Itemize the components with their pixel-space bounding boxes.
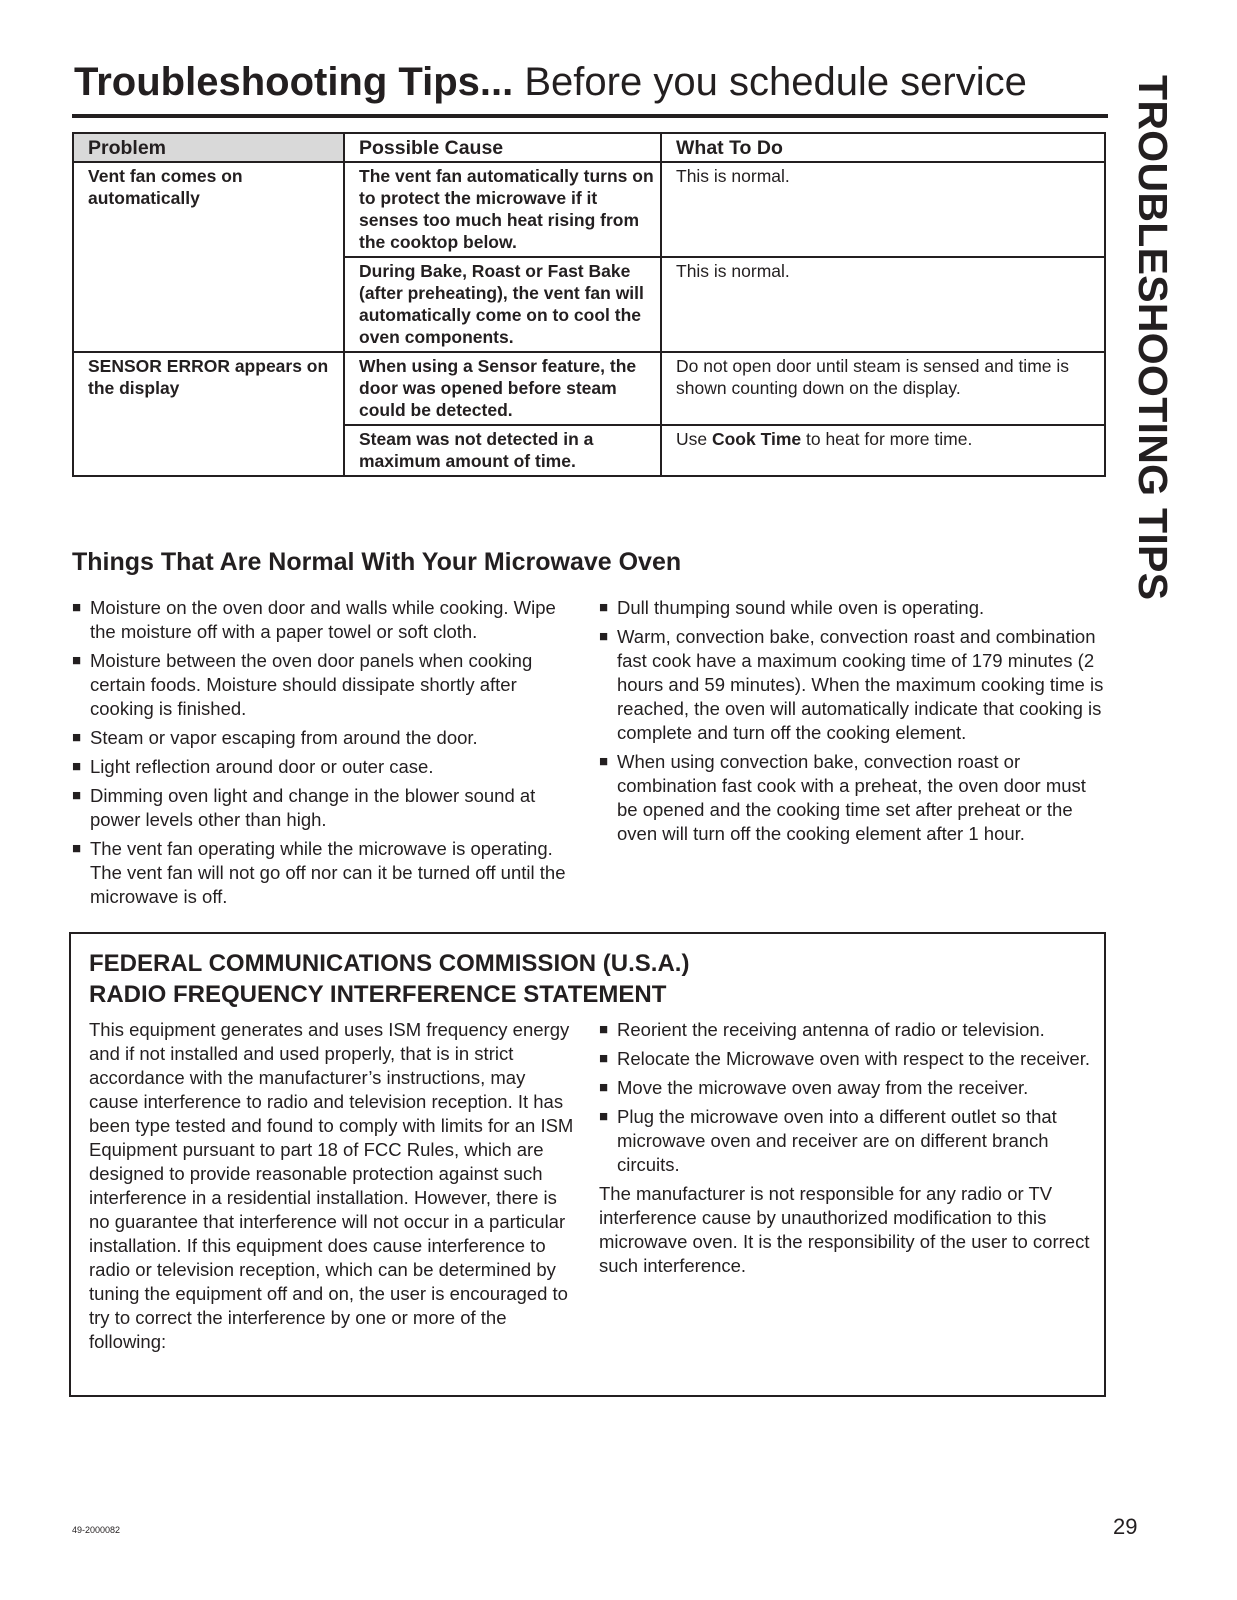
list-item-text: Moisture on the oven door and walls while cooking. Wipe the moisture off with a paper towel or soft cloth. [90,597,556,642]
list-item [599,750,1111,846]
list-item-text: Steam or vapor escaping from around the door. [90,727,478,748]
list-item-text: Dimming oven light and change in the blower sound at power levels other than high. [90,785,536,830]
fcc-remedy-list [599,1018,1094,1177]
list-item [72,837,582,909]
list-item [599,1076,1094,1100]
list-item [599,1105,1094,1177]
header-what-to-do: What To Do [661,133,1105,162]
list-item-text: When using convection bake, convection roast or combination fast cook with a preheat, the oven door must be opened and the cooking time set after preheat or the oven will turn off the cooking element after 1 hour. [617,751,1086,844]
cause-cell: When using a Sensor feature, the door was opened before steam could be detected. [344,352,661,425]
title-rule [72,114,1108,118]
table-header-row [73,133,1105,162]
todo-cell [661,425,1105,476]
square-bullet-icon: ■ [599,1021,609,1038]
todo-cell: This is normal. [661,257,1105,352]
list-item-text: The vent fan operating while the microwave is operating. The vent fan will not go off nor can it be turned off until the microwave is off. [90,838,566,907]
troubleshooting-table [72,132,1106,477]
list-item [72,726,582,750]
normal-list-left [72,596,582,914]
cause-cell: The vent fan automatically turns on to protect the microwave if it senses too much heat rising from the cooktop below. [344,162,661,257]
page-number: 29 [1113,1514,1138,1539]
cook-time-term: Cook Time [711,429,802,449]
fcc-remedies [599,1018,1094,1278]
normal-list-right [599,596,1111,851]
square-bullet-icon: ■ [72,652,82,669]
square-bullet-icon: ■ [599,599,609,616]
list-item [72,649,582,721]
square-bullet-icon: ■ [72,758,82,775]
list-item [599,596,1111,620]
square-bullet-icon: ■ [599,1079,609,1096]
list-item-text: Relocate the Microwave oven with respect to the receiver. [617,1048,1091,1069]
list-item-text: Dull thumping sound while oven is operating. [617,597,985,618]
page-title-bold: Troubleshooting Tips... [74,60,514,104]
list-item [72,596,582,644]
list-item-text: Plug the microwave oven into a different outlet so that microwave oven and receiver are on different branch circuits. [617,1106,1057,1175]
square-bullet-icon: ■ [599,1050,609,1067]
list-item [72,755,582,779]
square-bullet-icon: ■ [599,1108,609,1125]
header-problem: Problem [73,133,344,162]
document-number: 49-2000082 [72,1525,121,1535]
header-possible-cause: Possible Cause [344,133,661,162]
fcc-closing-text: The manufacturer is not responsible for any radio or TV interference cause by unauthorized modification to this microwave oven. It is the responsibility of the user to correct such interference. [599,1183,1090,1276]
todo-text: to heat for more time. [801,429,973,449]
list-item [599,625,1111,745]
list-item [599,1018,1094,1042]
cause-cell: Steam was not detected in a maximum amount of time. [344,425,661,476]
fcc-title [89,948,689,1010]
square-bullet-icon: ■ [599,628,609,645]
list-item-text: Warm, convection bake, convection roast and combination fast cook have a maximum cooking time of 179 minutes (2 hours and 59 minutes). When the maximum cooking time is reached, the oven will automatically indicate that cooking is complete and turn off the cooking element. [617,626,1104,743]
square-bullet-icon: ■ [72,599,82,616]
list-item-text: Light reflection around door or outer case. [90,756,434,777]
square-bullet-icon: ■ [72,729,82,746]
side-section-tab: TROUBLESHOOTING TIPS [1130,75,1176,601]
todo-cell: Do not open door until steam is sensed and time is shown counting down on the display. [661,352,1105,425]
todo-cell: This is normal. [661,162,1105,257]
normal-things-heading: Things That Are Normal With Your Microwave Oven [72,548,682,576]
fcc-body-text: This equipment generates and uses ISM frequency energy and if not installed and used properly, that is in strict accordance with the manufacturer’s instructions, may cause interference to radio and television reception. It has been type tested and found to comply with limits for an ISM Equipment pursuant to part 18 of FCC Rules, which are designed to provide reasonable protection against such interference in a residential installation. However, there is no guarantee that interference will not occur in a particular installation. If this equipment does cause interference to radio or television reception, which can be determined by tuning the equipment off and on, the user is encouraged to try to correct the interference by one or more of the following: [89,1019,574,1352]
cause-cell: During Bake, Roast or Fast Bake (after preheating), the vent fan will automatically come on to cool the oven components. [344,257,661,352]
square-bullet-icon: ■ [599,753,609,770]
list-item [72,784,582,832]
list-item-text: Reorient the receiving antenna of radio or television. [617,1019,1045,1040]
list-item [599,1047,1094,1071]
page-title [74,60,1108,110]
problem-cell: SENSOR ERROR appears on the display [73,352,344,476]
fcc-statement-box [69,932,1106,1397]
list-item-text: Moisture between the oven door panels when cooking certain foods. Moisture should dissipate shortly after cooking is finished. [90,650,533,719]
fcc-title-line: FEDERAL COMMUNICATIONS COMMISSION (U.S.A.) [89,950,690,977]
todo-text: Use [676,429,712,449]
page-title-subtitle: Before you schedule service [513,60,1027,104]
fcc-title-line: RADIO FREQUENCY INTERFERENCE STATEMENT [89,981,667,1008]
table-row [73,352,1105,425]
square-bullet-icon: ■ [72,840,82,857]
list-item-text: Move the microwave oven away from the receiver. [617,1077,1029,1098]
square-bullet-icon: ■ [72,787,82,804]
table-row [73,162,1105,257]
problem-cell: Vent fan comes on automatically [73,162,344,352]
